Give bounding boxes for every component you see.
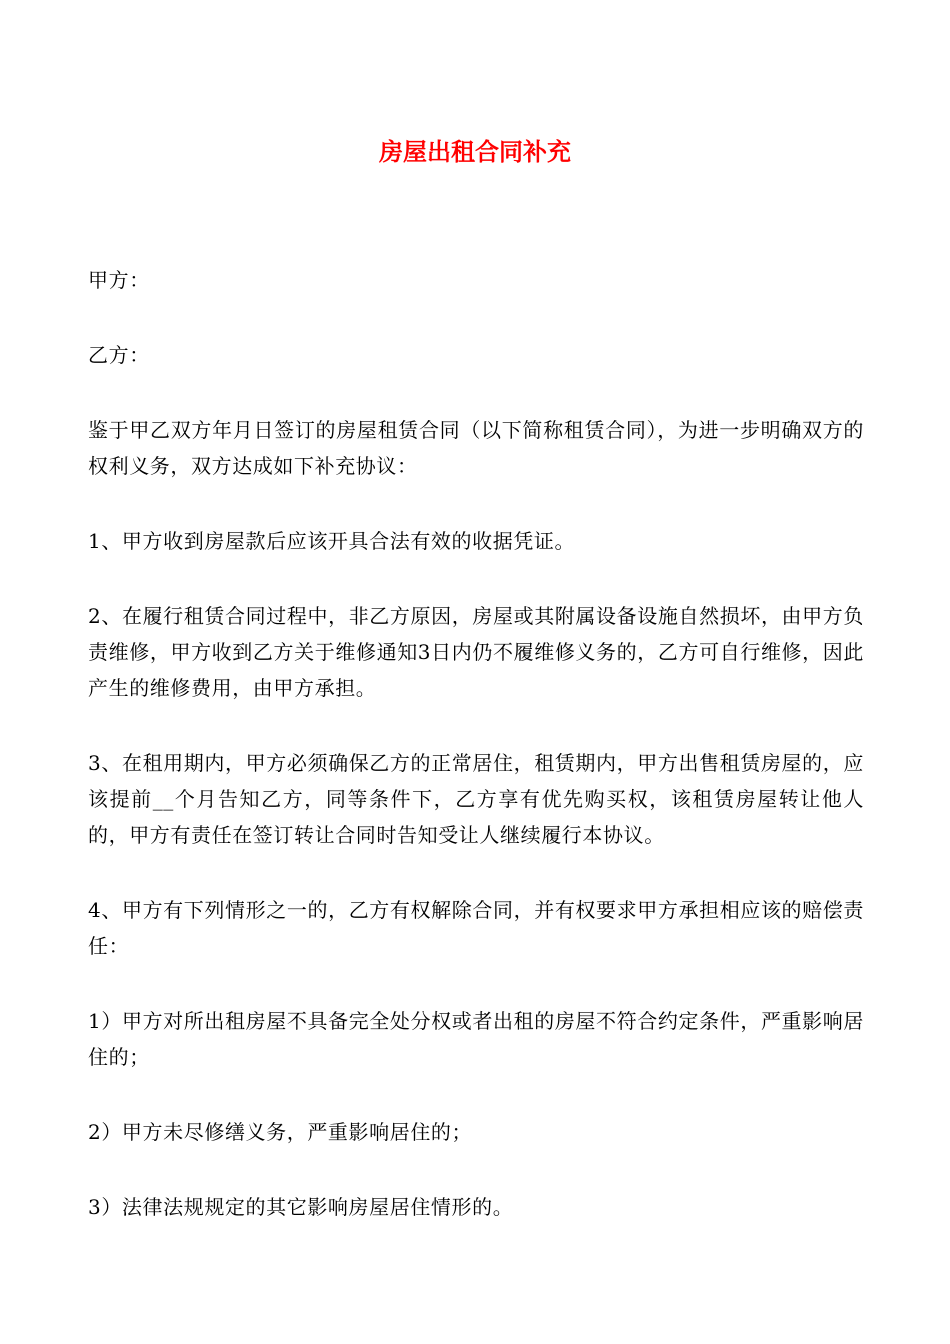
clause-2: 2、在履行租赁合同过程中，非乙方原因，房屋或其附属设备设施自然损坏，由甲方负责维修，甲方收到乙方关于维修通知3日内仍不履维修义务的，乙方可自行维修，因此产生的维修费用，由甲方承担。 [88, 604, 864, 700]
party-a-line: 甲方： [88, 268, 150, 292]
clause-4: 4、甲方有下列情形之一的，乙方有权解除合同，并有权要求甲方承担相应该的赔偿责任： [88, 898, 864, 958]
document-title: 房屋出租合同补充 [379, 138, 571, 166]
document-body [88, 262, 864, 1264]
clause-3: 3、在租用期内，甲方必须确保乙方的正常居住，租赁期内，甲方出售租赁房屋的，应该提前__个月告知乙方，同等条件下，乙方享有优先购买权，该租赁房屋转让他人的，甲方有责任在签订转让合同时告知受让人继续履行本协议。 [88, 751, 864, 847]
clause-4-item-3: 3）法律法规规定的其它影响房屋居住情形的。 [88, 1195, 514, 1219]
clause-4-item-1: 1）甲方对所出租房屋不具备完全处分权或者出租的房屋不符合约定条件，严重影响居住的； [88, 1009, 864, 1069]
clause-4-item-2: 2）甲方未尽修缮义务，严重影响居住的； [88, 1120, 473, 1144]
clause-1: 1、甲方收到房屋款后应该开具合法有效的收据凭证。 [88, 529, 576, 553]
preamble-paragraph: 鉴于甲乙双方年月日签订的房屋租赁合同（以下简称租赁合同），为进一步明确双方的权利义务，双方达成如下补充协议： [88, 418, 864, 478]
party-b-line: 乙方： [88, 343, 150, 367]
